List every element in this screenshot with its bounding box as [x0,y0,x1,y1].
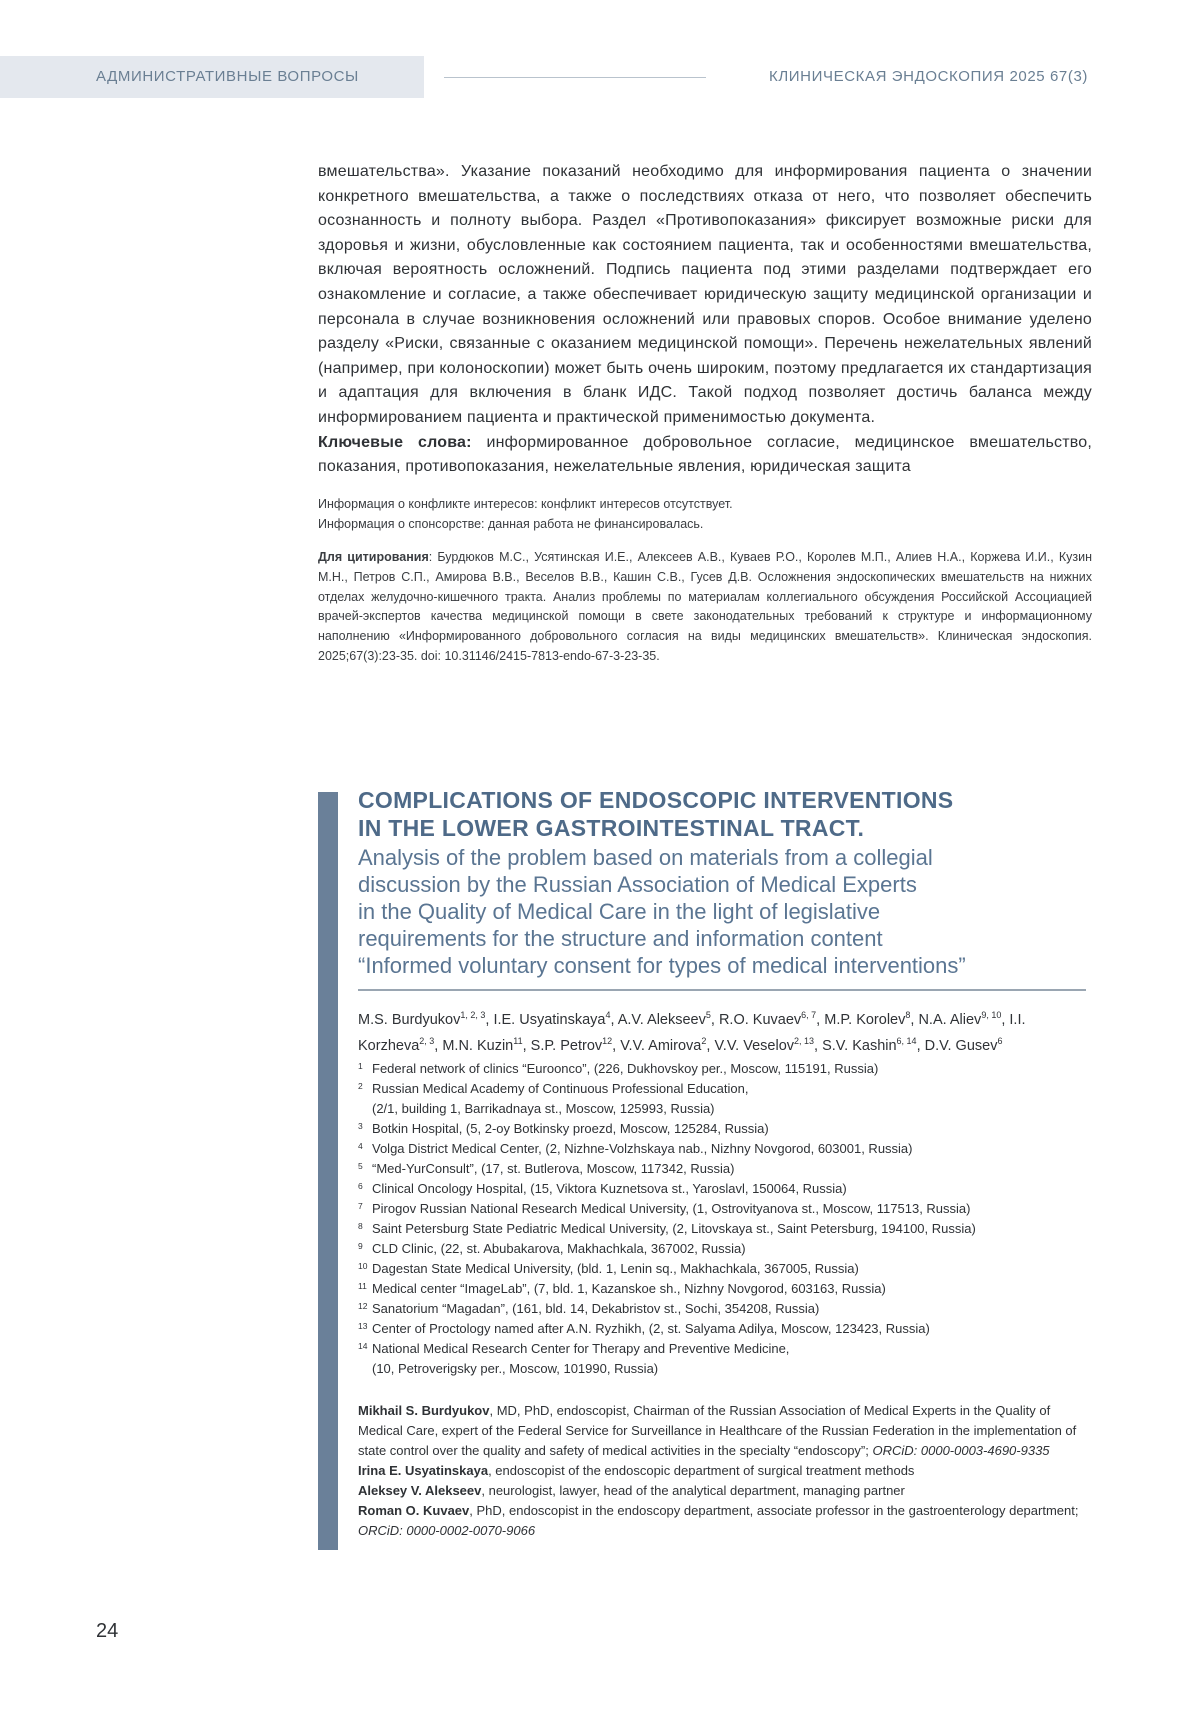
bio-name: Irina E. Usyatinskaya [358,1462,489,1478]
author-separator: , [710,1011,719,1028]
affiliation-item [358,1199,1086,1219]
author-name: S.V. Kashin [822,1037,897,1054]
citation-text: : Бурдюков М.С., Усятинская И.Е., Алексеев А.В., Куваев Р.О., Королев М.П., Алиев Н.А., Коржева И.И., Кузин М.Н., Петров С.П., Амирова В.В., Веселов В.В., Кашин С.В., Гусев Д.В. Осложнения эндоскопических вмешательств на нижних отделах желудочно-кишечного тракта. Анализ проблемы по материалам коллегиального обсуждения Российской Ассоциацией врачей-экспертов качества медицинской помощи в свете законодательных требований к структуре и информационному наполнению «Информированного добровольного согласия на виды медицинских вмешательств». Клиническая эндоскопия. 2025;67(3):23-35. doi: 10.31146/2415-7813-endo-67-3-23-35. [318,549,1092,664]
header-divider [444,77,706,78]
author-name: D.V. Gusev [924,1037,998,1054]
author [620,1035,715,1054]
bio-text: , endoscopist of the endoscopic department of surgical treatment methods [488,1462,915,1478]
affiliation-number: 9 [358,1240,363,1251]
affiliation-item [358,1159,1086,1179]
affiliation-text: Saint Petersburg State Pediatric Medical University, (2, Litovskaya st., Saint Petersburg, 194100, Russia) [372,1220,976,1236]
affiliation-item [358,1339,1086,1379]
english-title [358,786,1086,842]
author [824,1012,918,1028]
funding-info: Информация о спонсорстве: данная работа не финансировалась. [318,516,704,531]
affiliation-item [358,1219,1086,1239]
author-name: I.I. Korzheva [358,1011,1026,1054]
conflict-of-interest: Информация о конфликте интересов: конфликт интересов отсутствует. [318,496,733,511]
author [918,1012,1009,1028]
bio-name: Aleksey V. Alekseev [358,1482,482,1498]
affiliation-text: Center of Proctology named after A.N. Ryzhikh, (2, st. Salyama Adilya, Moscow, 123423, Russia) [372,1320,930,1336]
author-separator: , [610,1011,618,1028]
affiliation-number: 14 [358,1340,368,1351]
author-affiliation-refs: 1, 2, 3 [460,1010,486,1020]
author [530,1035,621,1054]
author-affiliation-refs: 4 [605,1010,611,1020]
author-affiliation-refs: 2, 13 [794,1035,815,1046]
english-subtitle [358,844,1086,979]
english-block-accent-bar [318,792,338,1550]
affiliation-text: Russian Medical Academy of Continuous Professional Education, [372,1080,749,1096]
abstract-text: вмешательства». Указание показаний необходимо для информирования пациента о значении конкретного вмешательства, а также о последствиях отказа от него, что позволяет обеспечить осознанность и полноту выбора. Раздел «Противопоказания» фиксирует возможные риски для здоровья и жизни, обусловленные как состоянием пациента, так и особенностями вмешательства, включая вероятность осложнений. Подпись пациента под этими разделами подтверждает его ознакомление и согласие, а также обеспечивает юридическую защиту медицинской организации и персонала в случае возникновения осложнений или правовых споров. Особое внимание уделено разделу «Риски, связанные с оказанием медицинской помощи». Перечень нежелательных явлений (например, при колоноскопии) может быть очень широким, поэтому предлагается их стандартизация и адаптация для включения в бланк ИДС. Такой подход позволяет достичь баланса между информированием пациента и практической применимостью документа. [318,163,1092,426]
author [719,1012,824,1028]
author-name: S.P. Petrov [530,1037,603,1054]
affiliation-text: National Medical Research Center for Therapy and Preventive Medicine, [372,1340,790,1356]
author-name: V.V. Veselov [714,1037,795,1054]
english-title-line: IN THE LOWER GASTROINTESTINAL TRACT. [358,815,865,841]
bio-text: , neurologist, lawyer, head of the analytical department, managing partner [481,1482,905,1498]
english-block [358,786,1086,1541]
bio-orcid: ORCiD: 0000-0003-4690-9335 [872,1442,1050,1458]
author-bio [358,1461,1086,1481]
affiliation-text: Sanatorium “Magadan”, (161, bld. 14, Dekabristov st., Sochi, 354208, Russia) [372,1300,820,1316]
bio-name: Roman O. Kuvaev [358,1502,470,1518]
affiliation-number: 13 [358,1320,368,1331]
author-bio [358,1401,1086,1461]
affiliation-number: 3 [358,1120,363,1131]
keywords [318,431,1092,480]
author-separator: , [814,1037,823,1054]
author-name: A.V. Alekseev [617,1011,706,1028]
author-separator: , [1001,1011,1010,1028]
author-affiliation-refs: 6, 7 [801,1010,817,1020]
author-affiliation-refs: 11 [513,1035,523,1046]
affiliation-text: Clinical Oncology Hospital, (15, Viktora Kuznetsova st., Yaroslavl, 150064, Russia) [372,1180,847,1196]
english-subtitle-line: Analysis of the problem based on materials from a collegial [358,845,933,870]
affiliation-text: Volga District Medical Center, (2, Nizhne-Volzhskaya nab., Nizhny Novgorod, 603001, Russia) [372,1140,913,1156]
affiliation-number: 10 [358,1260,368,1271]
affiliation-number: 11 [358,1280,367,1291]
author-bios [358,1401,1086,1541]
affiliation-number: 8 [358,1220,363,1231]
author-name: I.E. Usyatinskaya [493,1011,606,1028]
author-separator: , [485,1011,494,1028]
title-divider [358,989,1086,991]
author [618,1012,719,1028]
citation [318,548,1092,667]
affiliation-item [358,1279,1086,1299]
header-section-title: АДМИНИСТРАТИВНЫЕ ВОПРОСЫ [96,68,359,85]
author-affiliation-refs: 6 [997,1035,1003,1046]
author-separator: , [910,1011,919,1028]
author-separator: , [816,1011,825,1028]
affiliation-item [358,1239,1086,1259]
affiliation-number: 7 [358,1200,363,1211]
author [442,1035,531,1054]
affiliation-text: (2/1, building 1, Barrikadnaya st., Moscow, 125993, Russia) [372,1100,715,1116]
author-name: M.P. Korolev [824,1011,906,1028]
citation-label: Для цитирования [318,549,429,564]
author-separator: , [612,1037,621,1054]
affiliation-item [358,1059,1086,1079]
bio-name: Mikhail S. Burdyukov [358,1402,490,1418]
english-subtitle-line: in the Quality of Medical Care in the light of legislative [358,899,881,924]
affiliation-list [358,1059,1086,1379]
disclosures [318,494,1092,534]
affiliation-text: (10, Petroverigsky per., Moscow, 101990, Russia) [372,1360,659,1376]
bio-text: , PhD, endoscopist in the endoscopy department, associate professor in the gastroenterology department; [469,1502,1079,1518]
affiliation-number: 12 [358,1300,368,1311]
affiliation-item [358,1139,1086,1159]
author-bio [358,1501,1086,1541]
author-separator: , [706,1037,715,1054]
header-journal-title: КЛИНИЧЕСКАЯ ЭНДОСКОПИЯ 2025 67(3) [769,68,1088,85]
english-subtitle-line: “Informed voluntary consent for types of medical interventions” [358,953,966,978]
author-bio [358,1481,1086,1501]
author-affiliation-refs: 9, 10 [981,1010,1002,1020]
affiliation-text: Federal network of clinics “Euroonco”, (226, Dukhovskoy per., Moscow, 115191, Russia) [372,1060,879,1076]
keywords-text: информированное добровольное согласие, медицинское вмешательство, показания, противопоказания, нежелательные явления, юридическая защита [318,433,1092,476]
affiliation-number: 5 [358,1160,363,1171]
author-name: R.O. Kuvaev [718,1011,802,1028]
author [924,1035,1003,1054]
author [822,1035,925,1054]
russian-abstract-block [318,160,1092,667]
author-affiliation-refs: 8 [905,1010,911,1020]
page-number: 24 [96,1620,119,1642]
author-separator: , [916,1037,925,1054]
author-name: M.N. Kuzin [442,1037,514,1054]
author [714,1035,823,1054]
author-affiliation-refs: 2, 3 [419,1035,435,1046]
bio-orcid: ORCiD: 0000-0002-0070-9066 [358,1522,536,1538]
affiliation-text: Botkin Hospital, (5, 2-oy Botkinsky proezd, Moscow, 125284, Russia) [372,1120,769,1136]
affiliation-number: 6 [358,1180,363,1191]
affiliation-item [358,1179,1086,1199]
author [493,1012,617,1028]
author-affiliation-refs: 12 [602,1035,613,1046]
affiliation-item [358,1259,1086,1279]
author-affiliation-refs: 6, 14 [896,1035,917,1046]
affiliation-text: Pirogov Russian National Research Medical University, (1, Ostrovityanova st., Moscow, 117513, Russia) [372,1200,971,1216]
affiliation-item [358,1119,1086,1139]
author-name: N.A. Aliev [918,1011,982,1028]
author-affiliation-refs: 5 [705,1010,711,1020]
english-subtitle-line: discussion by the Russian Association of Medical Experts [358,872,917,897]
author [358,1012,493,1028]
author-affiliation-refs: 2 [701,1035,707,1046]
author-name: V.V. Amirova [620,1037,702,1054]
english-subtitle-line: requirements for the structure and information content [358,926,883,951]
affiliation-text: Dagestan State Medical University, (bld. 1, Lenin sq., Makhachkala, 367005, Russia) [372,1260,859,1276]
affiliation-item [358,1079,1086,1119]
affiliation-text: Medical center “ImageLab”, (7, bld. 1, Kazanskoe sh., Nizhny Novgorod, 603163, Russia) [372,1280,886,1296]
affiliation-item [358,1319,1086,1339]
affiliation-number: 2 [358,1080,363,1091]
affiliation-text: CLD Clinic, (22, st. Abubakarova, Makhachkala, 367002, Russia) [372,1240,746,1256]
author-name: M.S. Burdyukov [358,1011,461,1028]
english-title-line: COMPLICATIONS OF ENDOSCOPIC INTERVENTIONS [358,787,954,813]
affiliation-number: 1 [358,1060,363,1071]
affiliation-number: 4 [358,1140,363,1151]
bio-text: , MD, PhD, endoscopist, Chairman of the Russian Association of Medical Experts in the Quality of Medical Care, expert of the Federal Service for Surveillance in Healthcare of the Russian Federation in the implementation of state control over the quality and safety of medical activities in the specialty “endoscopy”; [358,1402,1077,1458]
keywords-label: Ключевые слова: [318,433,472,451]
author-list [358,1005,1086,1057]
affiliation-text: “Med-YurConsult”, (17, st. Butlerova, Moscow, 117342, Russia) [372,1160,735,1176]
author-separator: , [434,1037,443,1054]
author-separator: , [522,1037,531,1054]
affiliation-item [358,1299,1086,1319]
